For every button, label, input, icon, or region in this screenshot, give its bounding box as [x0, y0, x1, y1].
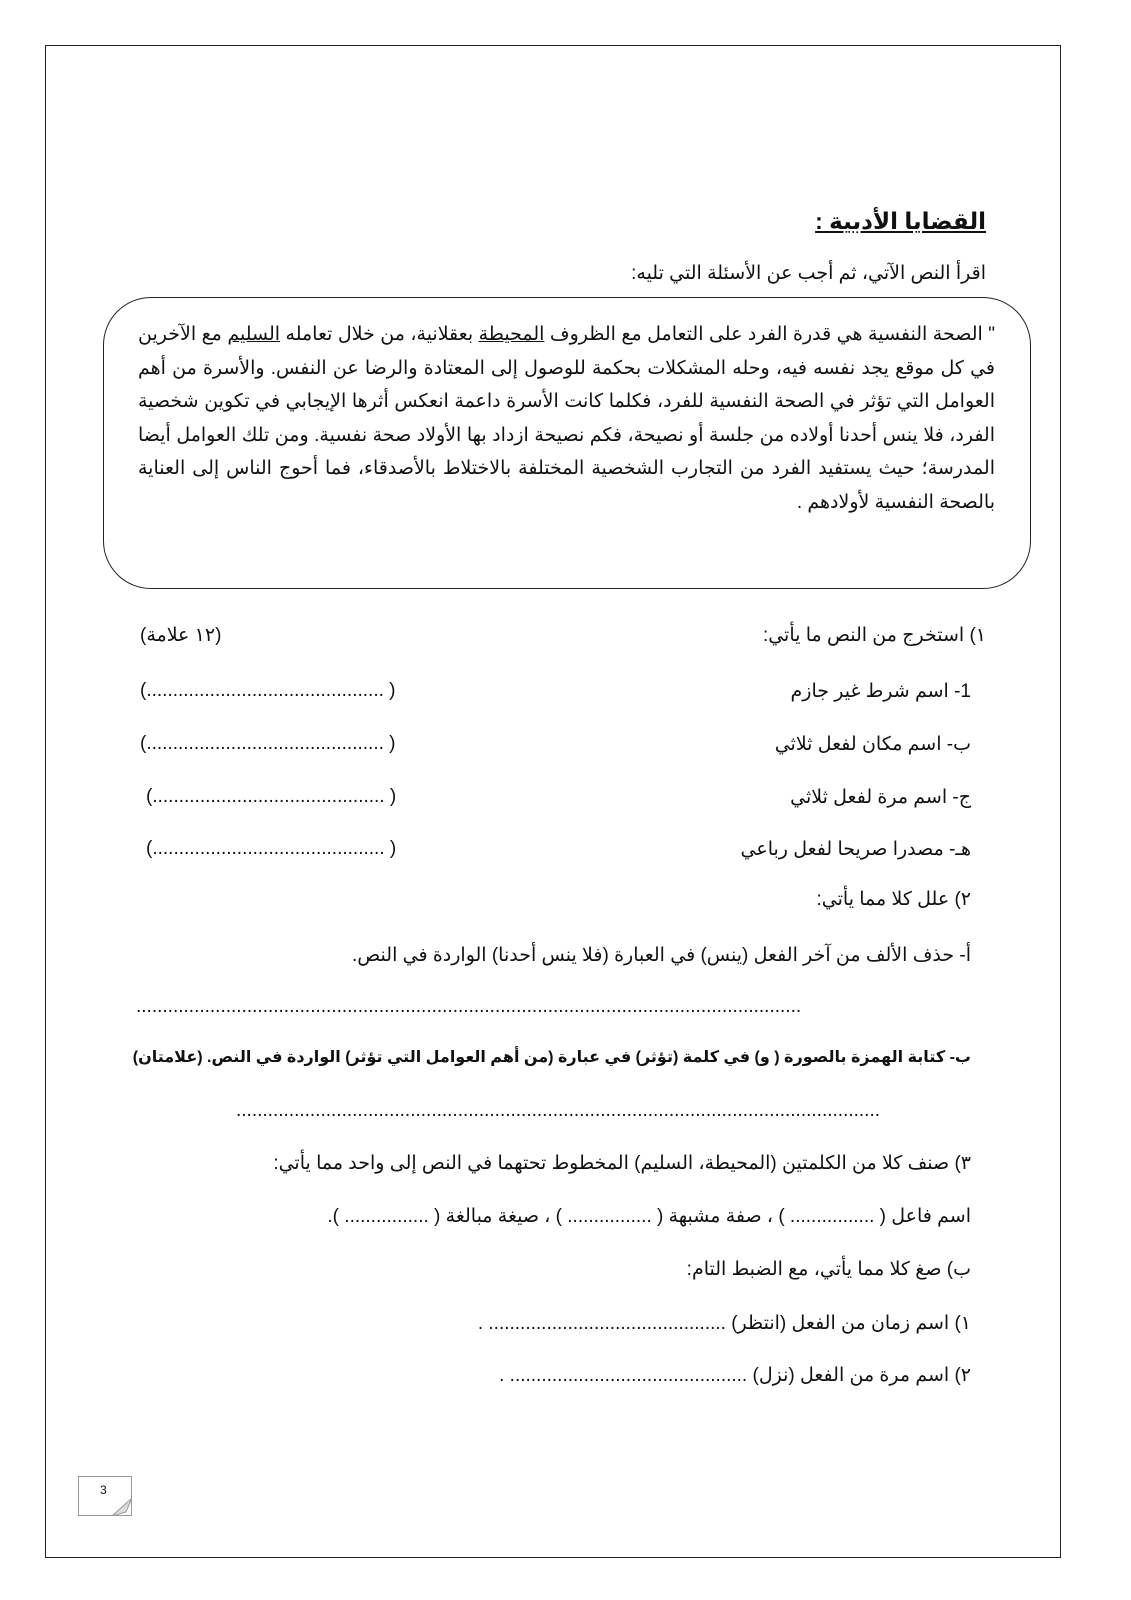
- q3-options[interactable]: اسم فاعل ( ................ ) ، صفة مشبهة ( ................ ) ، صيغة مبالغة ( ................ ).: [327, 1206, 971, 1227]
- q1-item-c-answer[interactable]: (............................................ ): [146, 786, 397, 807]
- instruction-text: اقرأ النص الآتي، ثم أجب عن الأسئلة التي تليه:: [631, 263, 986, 284]
- q1-item-b-label: ب- اسم مكان لفعل ثلاثي: [774, 734, 971, 755]
- q1-item-c-label: ج- اسم مرة لفعل ثلاثي: [790, 787, 971, 808]
- q1-title: ١) استخرج من النص ما يأتي:: [762, 625, 986, 646]
- q3-b-item-2[interactable]: ٢) اسم مرة من الفعل (نزل) ............................................. .: [499, 1365, 971, 1386]
- q2-part-b-answer[interactable]: ..........................................................................................................................: [236, 1100, 881, 1121]
- q3-b-item-1[interactable]: ١) اسم زمان من الفعل (انتظر) ............................................. .: [477, 1313, 971, 1334]
- section-heading: القضايا الأدبية :: [815, 208, 986, 234]
- q1-item-d-answer[interactable]: (............................................ ): [146, 838, 397, 859]
- q2-part-a-answer[interactable]: ..............................................................................................................................: [136, 996, 802, 1017]
- q1-item-b-answer[interactable]: (............................................. ): [140, 733, 396, 754]
- q3-title: ٣) صنف كلا من الكلمتين (المحيطة، السليم) المخطوط تحتهما في النص إلى واحد مما يأتي:: [273, 1153, 971, 1174]
- passage-part-1: " الصحة النفسية هي قدرة الفرد على التعامل مع الظروف: [544, 324, 996, 345]
- underlined-word-salim: السليم: [227, 324, 281, 345]
- passage-part-2: بعقلانية، من خلال تعامله: [280, 324, 479, 345]
- reading-passage: [138, 318, 995, 519]
- q1-item-a-label: 1- اسم شرط غير جازم: [790, 681, 971, 702]
- page-number: 3: [100, 1483, 107, 1497]
- q2-part-b: ب- كتابة الهمزة بالصورة ( و) في كلمة (تؤثر) في عبارة (من أهم العوامل التي تؤثر) الواردة في النص. (علامتان): [132, 1049, 971, 1066]
- q1-item-d-label: هـ- مصدرا صريحا لفعل رباعي: [740, 839, 971, 860]
- q1-marks: (١٢ علامة): [140, 625, 222, 646]
- page-curl-icon: [112, 1498, 132, 1516]
- q2-part-a: أ- حذف الألف من آخر الفعل (ينس) في العبارة (فلا ينس أحدنا) الواردة في النص.: [351, 945, 971, 966]
- q2-title: ٢) علل كلا مما يأتي:: [816, 889, 971, 910]
- underlined-word-muhita: المحيطة: [478, 324, 545, 345]
- q1-item-a-answer[interactable]: (............................................. ): [140, 680, 396, 701]
- passage-part-3: مع الآخرين في كل موقع يجد نفسه فيه، وحله المشكلات بحكمة للوصول إلى المعتادة والرضا عن النفس. والأسرة من أهم العوامل التي تؤثر في الصحة النفسية للفرد، فكلما كانت الأسرة داعمة انعكس أثرها الإيجابي في تكوين شخصية الفرد، فلا ينس أحدنا أولاده من جلسة أو نصيحة، فكم نصيحة ازداد بها الأولاد صحة نفسية. ومن تلك العوامل أيضا المدرسة؛ حيث يستفيد الفرد من التجارب الشخصية المختلفة بالاختلاط بالأصدقاء، فما أحوج الناس إلى العناية بالصحة النفسية لأولادهم .: [138, 324, 995, 513]
- q3-b-title: ب) صغ كلا مما يأتي، مع الضبط التام:: [686, 1259, 971, 1280]
